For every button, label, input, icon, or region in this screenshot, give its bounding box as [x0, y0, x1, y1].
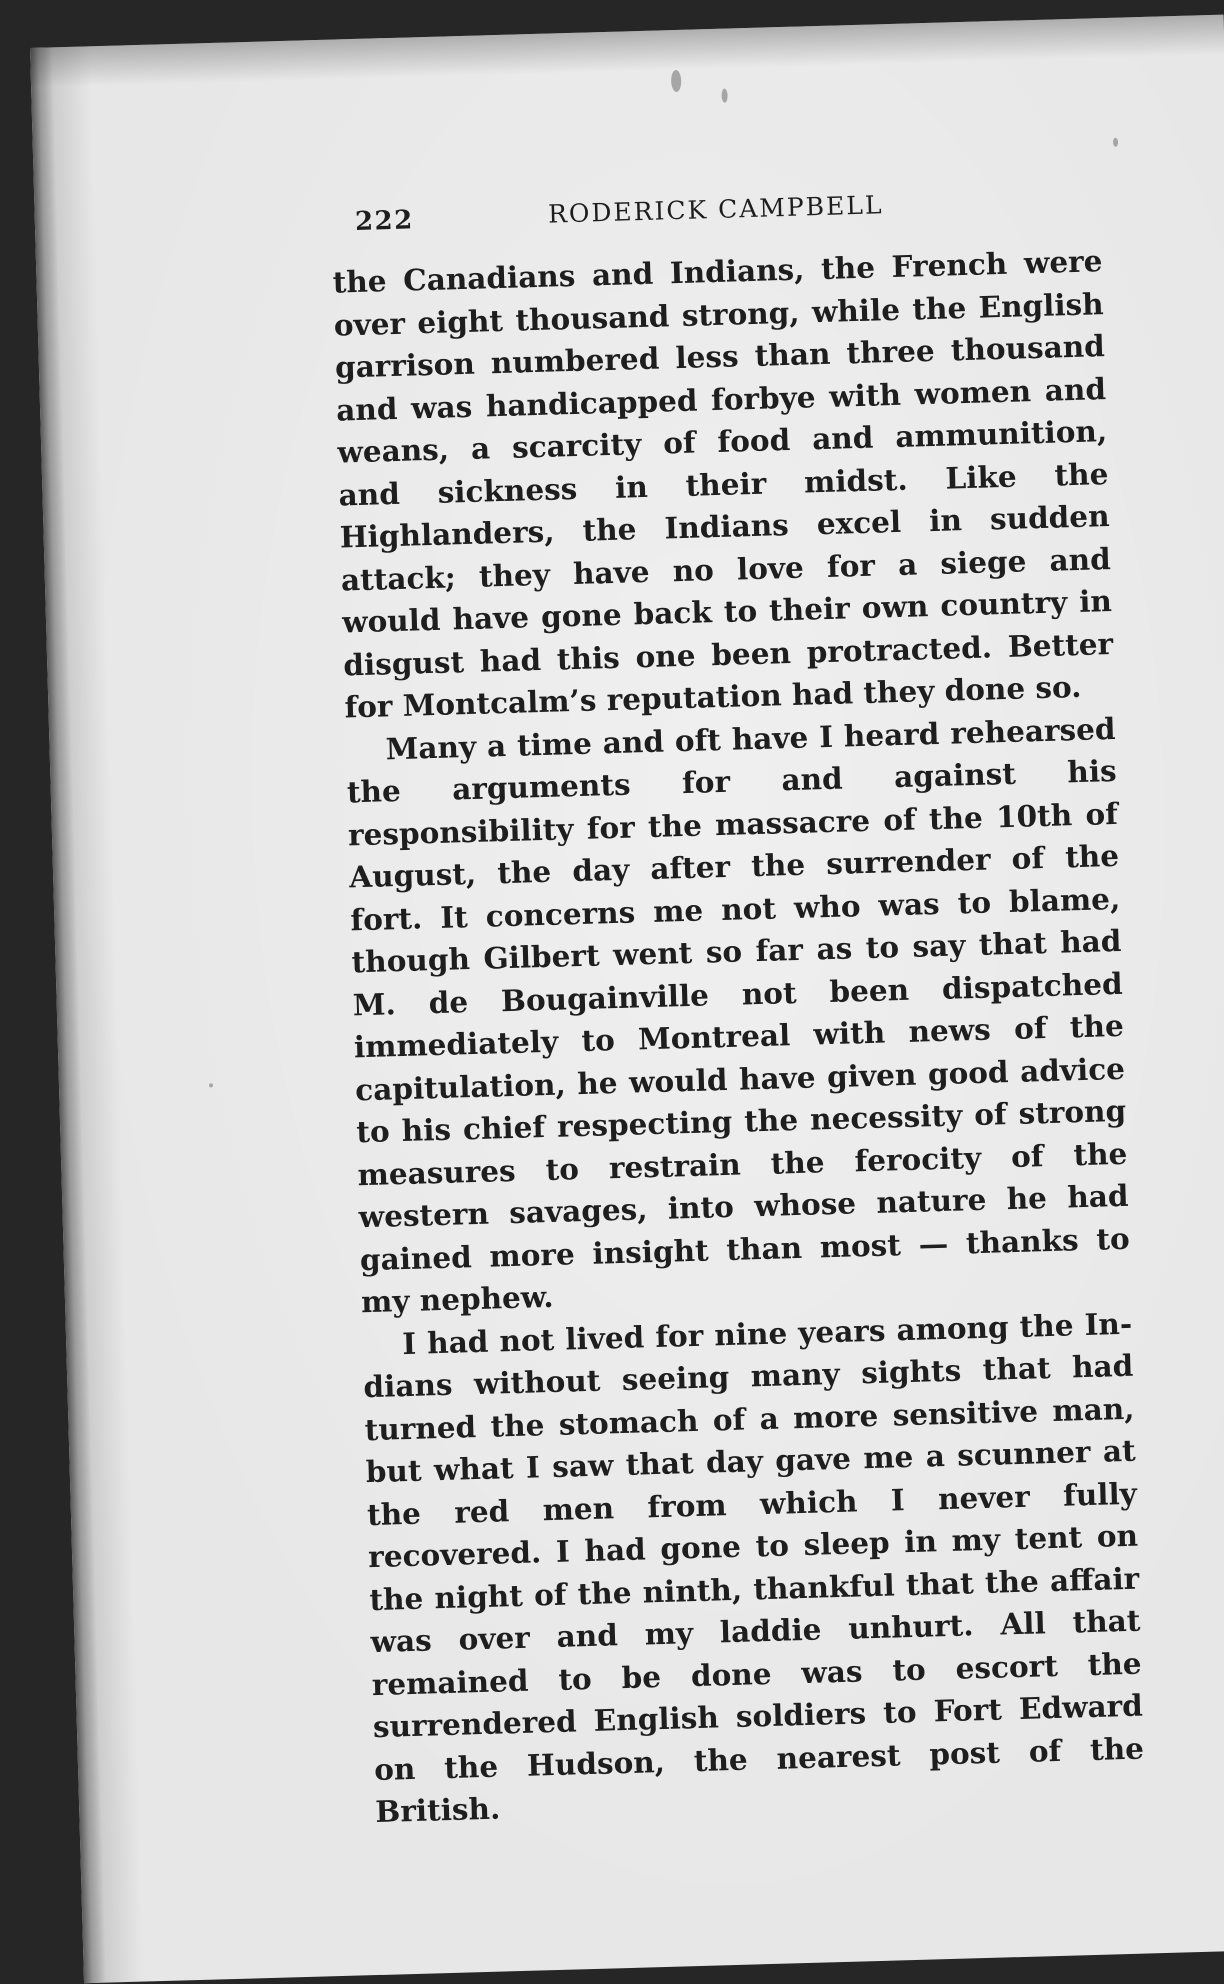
- page-edge-shadow: [30, 47, 106, 1983]
- text-block: [330, 180, 1145, 1833]
- paragraph-1: the Canadians and Indians, the French were over eight thousand strong, while the English garrison numbered less than three thousand and was handicapped forbye with women and weans, a scarcity of food and ammunition, and sickness in their midst. Like the Highlanders, the Indians excel in sudden attack; they have no love for a siege and would have gone back to their own country in disgust had this one been protracted. Better for Montcalm’s reputation had they done so.: [332, 243, 1114, 725]
- book-page: [30, 15, 1224, 1984]
- page-number: 222: [354, 205, 415, 237]
- paragraph-3: I had not lived for nine years among the Indians without seeing many sights that had turned the stomach of a more sensitive man, but what I saw that day gave me a scunner at the red men from which I never fully recovered. I had gone to sleep in my tent on the night of the ninth, thankful that the affair was over and my laddie unhurt. All that remained to be done was to escort the surrendered English soldiers to Fort Edward on the Hudson, the nearest post of the British.: [363, 1305, 1145, 1830]
- paragraph-2: Many a time and oft have I heard rehearsed the arguments for and against his responsibility for the massacre of the 10th of August, the day after the surrender of the fort. It concerns me not who was to blame, though Gilbert went so far as to say that had M. de Bougainville not been dispatched immediately to Montreal with news of the capitulation, he would have given good advice to his chief respecting the necessity of strong measures to restrain the ferocity of the western savages, into whose nature he had gained more insight than most — thanks to my nephew.: [346, 710, 1131, 1320]
- body-text: [332, 240, 1146, 1833]
- page-top-shadow: [30, 15, 1224, 88]
- running-title: RODERICK CAMPBELL: [547, 190, 884, 229]
